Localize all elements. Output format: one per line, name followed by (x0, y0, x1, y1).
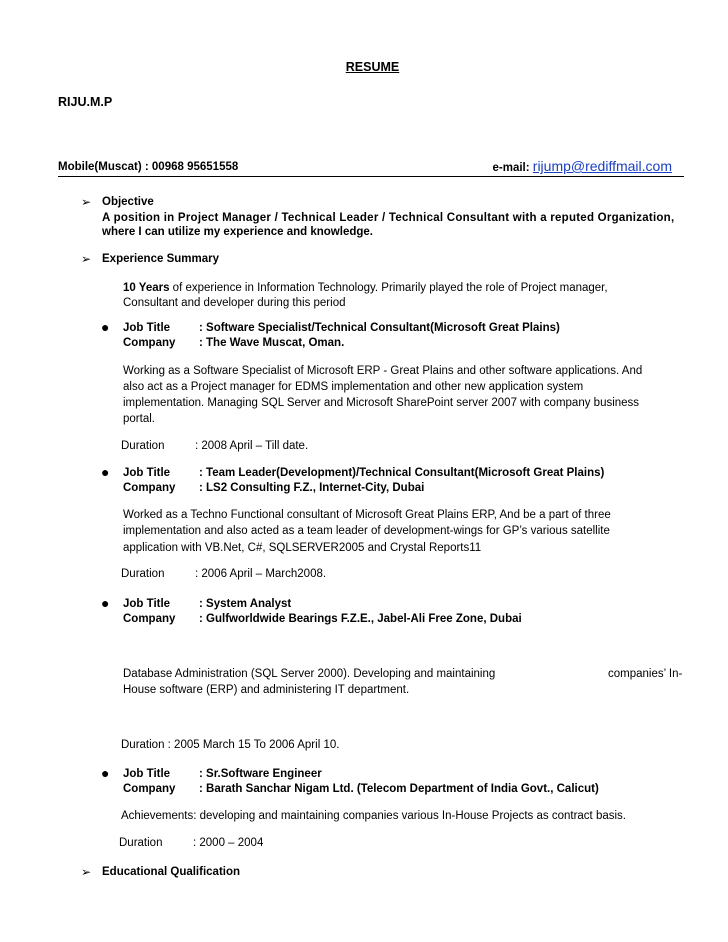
job-description-line: House software (ERP) and administering IT department. (123, 684, 410, 696)
company-label: Company (123, 482, 176, 494)
job-description-line: Worked as a Techno Functional consultant of Microsoft Great Plains ERP, And be a part of three (123, 509, 611, 521)
company-label: Company (123, 783, 176, 795)
experience-summary-heading: Experience Summary (102, 253, 219, 265)
job-description-line: implementation. Managing SQL Server and Microsoft SharePoint server 2007 with company business (123, 397, 640, 409)
experience-summary-text: of experience in Information Technology. Primarily played the role of Project manager, (169, 282, 608, 294)
duration-value: : 2008 April – Till date. (195, 440, 309, 452)
job-description-line: also act as a Project manager for EDMS implementation and other new application system (123, 381, 584, 393)
duration-label: Duration (119, 837, 163, 849)
job-description-line-end: companies’ In- (608, 668, 683, 680)
duration-value: : 2000 – 2004 (193, 837, 264, 849)
duration-row (121, 739, 339, 751)
job-description-line: portal. (123, 413, 155, 425)
duration-value: : 2006 April – March2008. (195, 568, 327, 580)
email-block (493, 158, 673, 174)
job-bullet-icon: ● (101, 595, 110, 611)
duration-value: : 2005 March 15 To 2006 April 10. (164, 739, 340, 751)
company-value: : The Wave Muscat, Oman. (199, 337, 345, 349)
contact-bar (58, 158, 684, 177)
duration-label: Duration (121, 568, 165, 580)
job-description-line: Working as a Software Specialist of Microsoft ERP - Great Plains and other software applications. And (123, 365, 643, 377)
job-bullet-icon: ● (101, 765, 110, 781)
education-heading: Educational Qualification (102, 866, 241, 878)
arrow-bullet-icon: ➢ (81, 865, 92, 879)
company-row (123, 783, 599, 795)
job-title-row (123, 768, 322, 780)
email-label: e-mail: (492, 162, 530, 174)
job-title-value: : Software Specialist/Technical Consultant(Microsoft Great Plains) (199, 322, 560, 334)
objective-line-2: where I can utilize my experience and knowledge. (102, 226, 373, 238)
company-value: : Barath Sanchar Nigam Ltd. (Telecom Department of India Govt., Calicut) (199, 783, 599, 795)
job-title-row (123, 467, 604, 479)
job-title-label: Job Title (123, 768, 171, 780)
arrow-bullet-icon: ➢ (81, 252, 92, 266)
job-title-label: Job Title (123, 598, 171, 610)
arrow-bullet-icon: ➢ (81, 195, 92, 209)
job-bullet-icon: ● (101, 464, 110, 480)
company-row (123, 482, 424, 494)
experience-summary-line-1 (123, 282, 608, 294)
achievements-line: Achievements: developing and maintaining companies various In-House Projects as contract basis. (121, 810, 626, 822)
duration-row (121, 440, 308, 452)
objective-heading: Objective (102, 196, 154, 208)
experience-summary-line-2: Consultant and developer during this period (123, 297, 346, 309)
candidate-name: RIJU.M.P (58, 95, 113, 109)
company-row (123, 337, 344, 349)
objective-line-1: A position in Project Manager / Technical Leader / Technical Consultant with a reputed Organization, (102, 212, 675, 224)
job-title-value: : Sr.Software Engineer (199, 768, 322, 780)
document-title: RESUME (345, 60, 400, 74)
job-title-value: : System Analyst (199, 598, 292, 610)
email-link[interactable]: rijump@rediffmail.com (532, 158, 672, 174)
company-label: Company (123, 613, 176, 625)
years-of-experience: 10 Years (123, 282, 170, 294)
job-title-label: Job Title (123, 322, 171, 334)
job-description-line: Database Administration (SQL Server 2000). Developing and maintaining (123, 668, 496, 680)
job-description-line: application with VB.Net, C#, SQLSERVER2005 and Crystal Reports11 (123, 542, 482, 554)
duration-label: Duration (121, 739, 165, 751)
company-value: : LS2 Consulting F.Z., Internet-City, Dubai (199, 482, 425, 494)
duration-row (119, 837, 263, 849)
company-value: : Gulfworldwide Bearings F.Z.E., Jabel-Ali Free Zone, Dubai (199, 613, 522, 625)
job-title-value: : Team Leader(Development)/Technical Consultant(Microsoft Great Plains) (199, 467, 605, 479)
mobile-number: Mobile(Muscat) : 00968 95651558 (58, 161, 239, 173)
company-row (123, 613, 522, 625)
job-title-row (123, 322, 560, 334)
duration-label: Duration (121, 440, 165, 452)
job-bullet-icon: ● (101, 319, 110, 335)
company-label: Company (123, 337, 176, 349)
job-title-row (123, 598, 291, 610)
job-title-label: Job Title (123, 467, 171, 479)
duration-row (121, 568, 326, 580)
job-description-line: implementation and also acted as a team leader of development-wings for GP’s various satellite (123, 525, 610, 537)
